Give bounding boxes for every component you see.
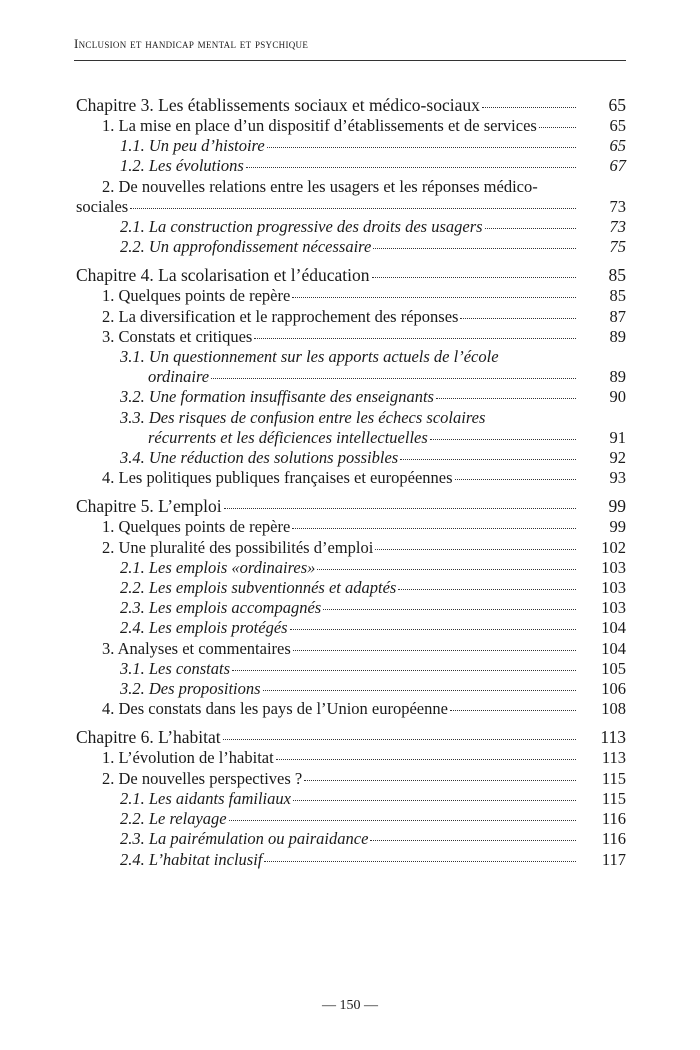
leader-dots (232, 670, 576, 671)
leader-dots (455, 479, 576, 480)
toc-subentry: 1.2. Les évolutions 67 (120, 156, 626, 176)
chapter-title: Chapitre 3. Les établissements sociaux et médico-sociaux 65 (76, 95, 626, 115)
leader-dots (372, 277, 576, 278)
toc-subentry-first-line: 3.1. Un questionnement sur les apports actuels de l’école (120, 347, 499, 367)
toc-entry: 2. De nouvelles perspectives ? 115 (102, 768, 626, 788)
page-number: 90 (609, 387, 626, 407)
leader-dots (254, 338, 576, 339)
leader-dots (276, 759, 576, 760)
page-number: 99 (608, 496, 626, 517)
page-number: 99 (609, 517, 626, 537)
page-number: 104 (601, 638, 626, 658)
toc-entry-first-line: 2. De nouvelles relations entre les usagers et les réponses médico- (102, 176, 538, 196)
toc-entry: 1. Quelques points de repère 85 (102, 286, 626, 306)
page-number: 67 (609, 156, 626, 176)
leader-dots (450, 710, 576, 711)
leader-dots (264, 861, 576, 862)
chapter-title: Chapitre 6. L’habitat 113 (76, 727, 626, 748)
leader-dots (229, 820, 576, 821)
leader-dots (375, 549, 576, 550)
toc-subentry: 3.2. Des propositions 106 (120, 679, 626, 699)
running-header: Inclusion et handicap mental et psychique (74, 36, 309, 51)
toc-subentry-continuation: ordinaire 89 (148, 367, 626, 387)
page-number: 92 (609, 448, 626, 468)
chapter-3 (76, 95, 626, 257)
page-number: 103 (601, 598, 626, 618)
leader-dots (246, 167, 576, 168)
page-number: 116 (601, 829, 626, 849)
chapter-6 (76, 727, 626, 869)
page-number: 93 (609, 468, 626, 488)
header-rule (74, 60, 626, 61)
page-number: 105 (601, 658, 626, 678)
page-number: 116 (601, 809, 626, 829)
page-number: 103 (601, 557, 626, 577)
page-number: 113 (601, 748, 626, 768)
page-number: 65 (609, 136, 626, 156)
toc-entry: 4. Les politiques publiques françaises et européennes 93 (102, 468, 626, 488)
page-number: 89 (609, 326, 626, 346)
leader-dots (292, 528, 576, 529)
page-number: 87 (609, 306, 626, 326)
toc-subentry: 3.1. Les constats 105 (120, 658, 626, 678)
toc-subentry: 2.3. Les emplois accompagnés 103 (120, 598, 626, 618)
leader-dots (224, 508, 576, 509)
leader-dots (290, 629, 576, 630)
page-number: 117 (601, 849, 626, 869)
toc-entry: 3. Analyses et commentaires 104 (102, 638, 626, 658)
page-number: 85 (609, 286, 626, 306)
page-number: 75 (609, 237, 626, 257)
page-number: 73 (609, 217, 626, 237)
toc-subentry: 2.2. Les emplois subventionnés et adaptés 103 (120, 578, 626, 598)
leader-dots (293, 800, 576, 801)
toc-entry: 1. Quelques points de repère 99 (102, 517, 626, 537)
leader-dots (430, 439, 576, 440)
toc-subentry: 2.1. Les emplois «ordinaires» 103 (120, 557, 626, 577)
page-number: 65 (608, 95, 626, 115)
page-footer-number: — 150 — (322, 998, 378, 1013)
leader-dots (539, 127, 576, 128)
toc-entry: 2. Une pluralité des possibilités d’emploi 102 (102, 537, 626, 557)
page-number: 115 (601, 768, 626, 788)
leader-dots (223, 739, 576, 740)
leader-dots (400, 459, 576, 460)
leader-dots (267, 147, 576, 148)
toc-entry-continuation: sociales 73 (76, 196, 626, 216)
page-number: 85 (608, 265, 626, 286)
toc-subentry: 2.3. La pairémulation ou pairaidance 116 (120, 829, 626, 849)
toc-subentry: 1.1. Un peu d’histoire 65 (120, 136, 626, 156)
toc-subentry: 2.4. L’habitat inclusif 117 (120, 849, 626, 869)
chapter-4 (76, 265, 626, 488)
leader-dots (482, 107, 576, 108)
page-number: 91 (609, 427, 626, 447)
page-number: 113 (600, 727, 626, 748)
page-number: 106 (601, 679, 626, 699)
page-number: 104 (601, 618, 626, 638)
leader-dots (485, 228, 576, 229)
page-number: 108 (601, 699, 626, 719)
toc-subentry-continuation: récurrents et les déficiences intellectuelles 91 (148, 427, 626, 447)
toc-subentry: 2.2. Un approfondissement nécessaire 75 (120, 237, 626, 257)
page-number: 115 (601, 788, 626, 808)
toc-entry: 2. La diversification et le rapprochement des réponses 87 (102, 306, 626, 326)
toc-subentry-first-line: 3.3. Des risques de confusion entre les échecs scolaires (120, 407, 486, 427)
toc-entry: 1. L’évolution de l’habitat 113 (102, 748, 626, 768)
page-number: 102 (601, 537, 626, 557)
page-number: 89 (609, 367, 626, 387)
leader-dots (460, 318, 576, 319)
page-number: 103 (601, 578, 626, 598)
leader-dots (323, 609, 576, 610)
leader-dots (398, 589, 576, 590)
table-of-contents (76, 95, 626, 878)
toc-subentry: 2.1. Les aidants familiaux 115 (120, 788, 626, 808)
chapter-title: Chapitre 5. L’emploi 99 (76, 496, 626, 517)
leader-dots (292, 297, 576, 298)
leader-dots (436, 398, 576, 399)
leader-dots (304, 780, 576, 781)
leader-dots (373, 248, 576, 249)
toc-entry: 3. Constats et critiques 89 (102, 326, 626, 346)
chapter-5 (76, 496, 626, 719)
toc-entry: 4. Des constats dans les pays de l’Union européenne 108 (102, 699, 626, 719)
page-number: 65 (609, 116, 626, 135)
toc-subentry: 2.4. Les emplois protégés 104 (120, 618, 626, 638)
leader-dots (130, 208, 576, 209)
leader-dots (263, 690, 576, 691)
leader-dots (317, 569, 576, 570)
toc-subentry: 2.1. La construction progressive des droits des usagers 73 (120, 217, 626, 237)
chapter-title: Chapitre 4. La scolarisation et l’éducation 85 (76, 265, 626, 286)
leader-dots (370, 840, 576, 841)
toc-subentry: 3.2. Une formation insuffisante des enseignants 90 (120, 387, 626, 407)
leader-dots (211, 378, 576, 379)
toc-subentry: 3.4. Une réduction des solutions possibles 92 (120, 448, 626, 468)
page-number: 73 (609, 196, 626, 216)
leader-dots (293, 650, 576, 651)
toc-entry: 1. La mise en place d’un dispositif d’établissements et de services 65 (102, 116, 626, 135)
toc-subentry: 2.2. Le relayage 116 (120, 809, 626, 829)
